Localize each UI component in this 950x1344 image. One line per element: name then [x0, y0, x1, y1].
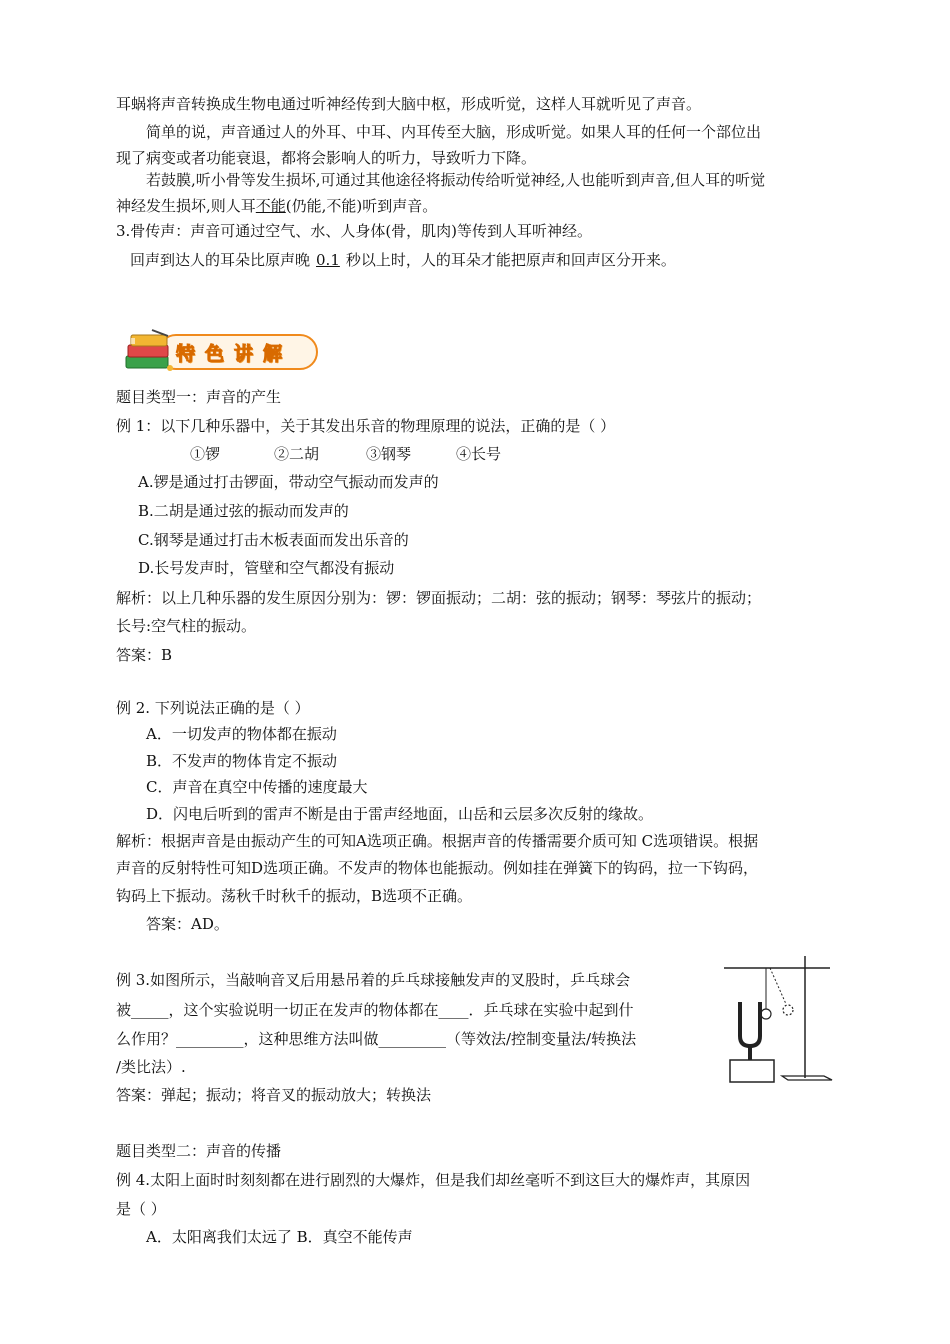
echo-post: 秒以上时，人的耳朵才能把原声和回声区分开来。	[345, 251, 676, 269]
hearing-p3-line2	[116, 196, 437, 216]
ex1-item-3: ③钢琴	[366, 445, 412, 463]
ex1-question: 例 1：以下几种乐器中，关于其发出乐音的物理原理的说法，正确的是（ ）	[116, 417, 616, 435]
hearing-p2-line1: 简单的说，声音通过人的外耳、中耳、内耳传至大脑，形成听觉。如果人耳的任何一个部位出	[146, 123, 762, 141]
ex3-answer: 答案：弹起；振动；将音叉的振动放大；转换法	[116, 1086, 432, 1104]
ex4-line2: 是（ ）	[116, 1200, 166, 1218]
ex2-analysis-line3: 钩码上下振动。荡秋千时秋千的振动，B选项不正确。	[116, 887, 473, 905]
ex4-options: A．太阳离我们太远了 B．真空不能传声	[146, 1228, 413, 1246]
ex1-item-4: ④长号	[456, 445, 502, 463]
section-banner	[122, 328, 318, 374]
ex3-line4: /类比法）.	[116, 1058, 186, 1076]
ex1-item-2: ②二胡	[274, 445, 320, 463]
echo-pre: 回声到达人的耳朵比原声晚	[130, 251, 311, 269]
echo-value: 0.1	[316, 251, 340, 269]
ex3-line2: 被_____，这个实验说明一切正在发声的物体都在____．乒乓球在实验中起到什	[116, 1001, 634, 1019]
ex2-question: 例 2. 下列说法正确的是（ ）	[116, 699, 310, 717]
ex2-analysis-line2: 声音的反射特性可知D选项正确。不发声的物体也能振动。例如挂在弹簧下的钩码，拉一下钩码，	[116, 859, 759, 877]
type2-title: 题目类型二：声音的传播	[116, 1142, 282, 1160]
hearing-p3-pre: 神经发生损坏,则人耳	[116, 197, 256, 215]
ex1-analysis-line1: 解析：以上几种乐器的发生原因分别为：锣：锣面振动；二胡：弦的振动；钢琴：琴弦片的振动；	[116, 589, 762, 607]
hearing-p3-post: (仍能,不能)听到声音。	[285, 197, 438, 215]
ex2-option-a: A．一切发声的物体都在振动	[146, 725, 337, 743]
ex2-option-b: B．不发声的物体肯定不振动	[146, 752, 338, 770]
echo-line	[130, 250, 676, 270]
bone-conduction: 3.骨传声：声音可通过空气、水、人身体(骨，肌肉)等传到人耳听神经。	[116, 222, 593, 240]
type1-title: 题目类型一：声音的产生	[116, 388, 282, 406]
ex1-option-c: C.钢琴是通过打击木板表面而发出乐音的	[138, 531, 409, 549]
hearing-p3-line1: 若鼓膜,听小骨等发生损坏,可通过其他途径将振动传给听觉神经,人也能听到声音,但人耳的听觉	[146, 171, 766, 189]
ex1-answer: 答案：B	[116, 646, 173, 664]
ex2-option-d: D．闪电后听到的雷声不断是由于雷声经地面，山岳和云层多次反射的缘故。	[146, 805, 654, 823]
ex1-option-b: B.二胡是通过弦的振动而发声的	[138, 502, 349, 520]
hearing-p3-answer: 不能	[255, 197, 286, 215]
ex3-line1: 例 3.如图所示，当敲响音叉后用悬吊着的乒乓球接触发声的叉股时，乒乓球会	[116, 971, 631, 989]
hearing-p1: 耳蜗将声音转换成生物电通过听神经传到大脑中枢，形成听觉，这样人耳就听见了声音。	[116, 95, 702, 113]
hearing-p2-line2: 现了病变或者功能衰退，都将会影响人的听力，导致听力下降。	[116, 149, 537, 167]
books-icon	[122, 328, 182, 374]
ex3-line3: 么作用？_________，这种思维方法叫做_________（等效法/控制变量法/转换法	[116, 1030, 637, 1048]
ex2-option-c: C．声音在真空中传播的速度最大	[146, 778, 368, 796]
ex1-analysis-line2: 长号:空气柱的振动。	[116, 617, 257, 635]
ex1-item-1: ①锣	[190, 445, 221, 463]
ex4-line1: 例 4.太阳上面时时刻刻都在进行剧烈的大爆炸，但是我们却丝毫听不到这巨大的爆炸声，其原因	[116, 1171, 751, 1189]
ex2-analysis-line1: 解析：根据声音是由振动产生的可知A选项正确。根据声音的传播需要介质可知 C选项错误。根据	[116, 832, 759, 850]
ex1-option-d: D.长号发声时，管壁和空气都没有振动	[138, 559, 395, 577]
tuning-fork-pendulum-icon	[720, 952, 838, 1088]
ex1-option-a: A.锣是通过打击锣面，带动空气振动而发声的	[138, 473, 439, 491]
ex2-answer: 答案：AD。	[146, 915, 229, 933]
banner-label: 特色讲解	[176, 343, 293, 365]
